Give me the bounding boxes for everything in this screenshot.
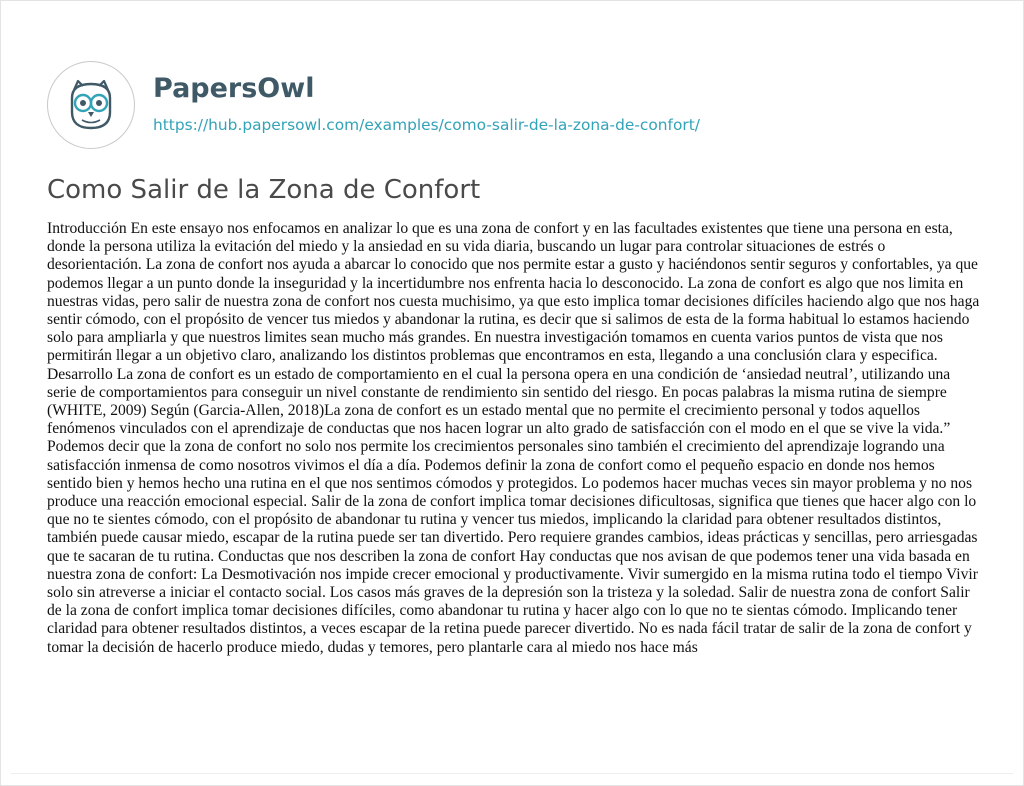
owl-icon [62,76,120,134]
site-header [47,61,700,149]
brand-name: PapersOwl [153,73,315,104]
article-body: Introducción En este ensayo nos enfocamos en analizar lo que es una zona de confort y en las facultades existentes que tiene una persona en esta, donde la persona utiliza la evitación del miedo y la ansiedad en su vida diaria, buscando un lugar para controlar situaciones de estrés o desorientación. La zona de confort nos ayuda a abarcar lo conocido que nos permite estar a gusto y haciéndonos sentir seguros y confortables, ya que podemos llegar a un punto donde la inseguridad y la incertidumbre nos enfrenta hacia lo desconocido. La zona de confort es algo que nos limita en nuestras vidas, pero salir de nuestra zona de confort nos cuesta muchisimo, ya que esto implica tomar decisiones difíciles haciendo algo que nos haga sentir cómodo, con el propósito de vencer tus miedos y abandonar la rutina, es decir que si salimos de esta de la forma habitual lo estamos haciendo solo para ampliarla y que nuestros limites sean mucho más grandes. En nuestra investigación tomamos en cuenta varios puntos de vista que nos permitirán llegar a un objetivo claro, analizando los distintos problemas que encontramos en esta, llegando a una conclusión clara y especifica. Desarrollo La zona de confort es un estado de comportamiento en el cual la persona opera en una condición de ‘ansiedad neutral’, utilizando una serie de comportamientos para conseguir un nivel constante de rendimiento sin sentido del riesgo. En pocas palabras la misma rutina de siempre (WHITE, 2009) Según (Garcia-Allen, 2018)La zona de confort es un estado mental que no permite el crecimiento personal y todos aquellos fenómenos vinculados con el aprendizaje de conductas que nos hacen lograr un alto grado de satisfacción con el modo en el que se vive la vida.” Podemos decir que la zona de confort no solo nos permite los crecimientos personales sino también el crecimiento del aprendizaje logrando una satisfacción inmensa de como nosotros vivimos el día a día. Podemos definir la zona de confort como el pequeño espacio en donde nos hemos sentido bien y hemos hecho una rutina en el que nos sentimos cómodos y protegidos. Lo podemos hacer muchas veces sin mayor problema y no nos produce una reacción emocional especial. Salir de la zona de confort implica tomar decisiones dificultosas, significa que tienes que hacer algo con lo que no te sientes cómodo, con el propósito de abandonar tu rutina y vencer tus miedos, implicando la claridad para obtener resultados distintos, también puede causar miedo, escapar de la rutina puede ser tan divertido. Pero requiere grandes cambios, ideas prácticas y sencillas, pero arriesgadas que te sacaran de tu rutina. Conductas que nos describen la zona de confort Hay conductas que nos avisan de que podemos tener una vida basada en nuestra zona de confort: La Desmotivación nos impide crecer emocional y productivamente. Vivir sumergido en la misma rutina todo el tiempo Vivir solo sin atreverse a iniciar el contacto social. Los casos más graves de la depresión son la tristeza y la soledad. Salir de nuestra zona de confort Salir de la zona de confort implica tomar decisiones difíciles, como abandonar tu rutina y hacer algo con lo que no te sientas cómodo. Implicando tener claridad para obtener resultados distintos, a veces escapar de la retina puede parecer divertido. No es nada fácil tratar de salir de la zona de confort y tomar la decisión de hacerlo produce miedo, dudas y temores, pero plantarle cara al miedo nos hace más [47,220,980,656]
page-bottom-divider [11,773,1013,774]
source-url-link[interactable]: https://hub.papersowl.com/examples/como-salir-de-la-zona-de-confort/ [153,116,700,134]
brand-block [153,75,700,135]
papersowl-logo [47,61,135,149]
article-title: Como Salir de la Zona de Confort [47,175,481,205]
